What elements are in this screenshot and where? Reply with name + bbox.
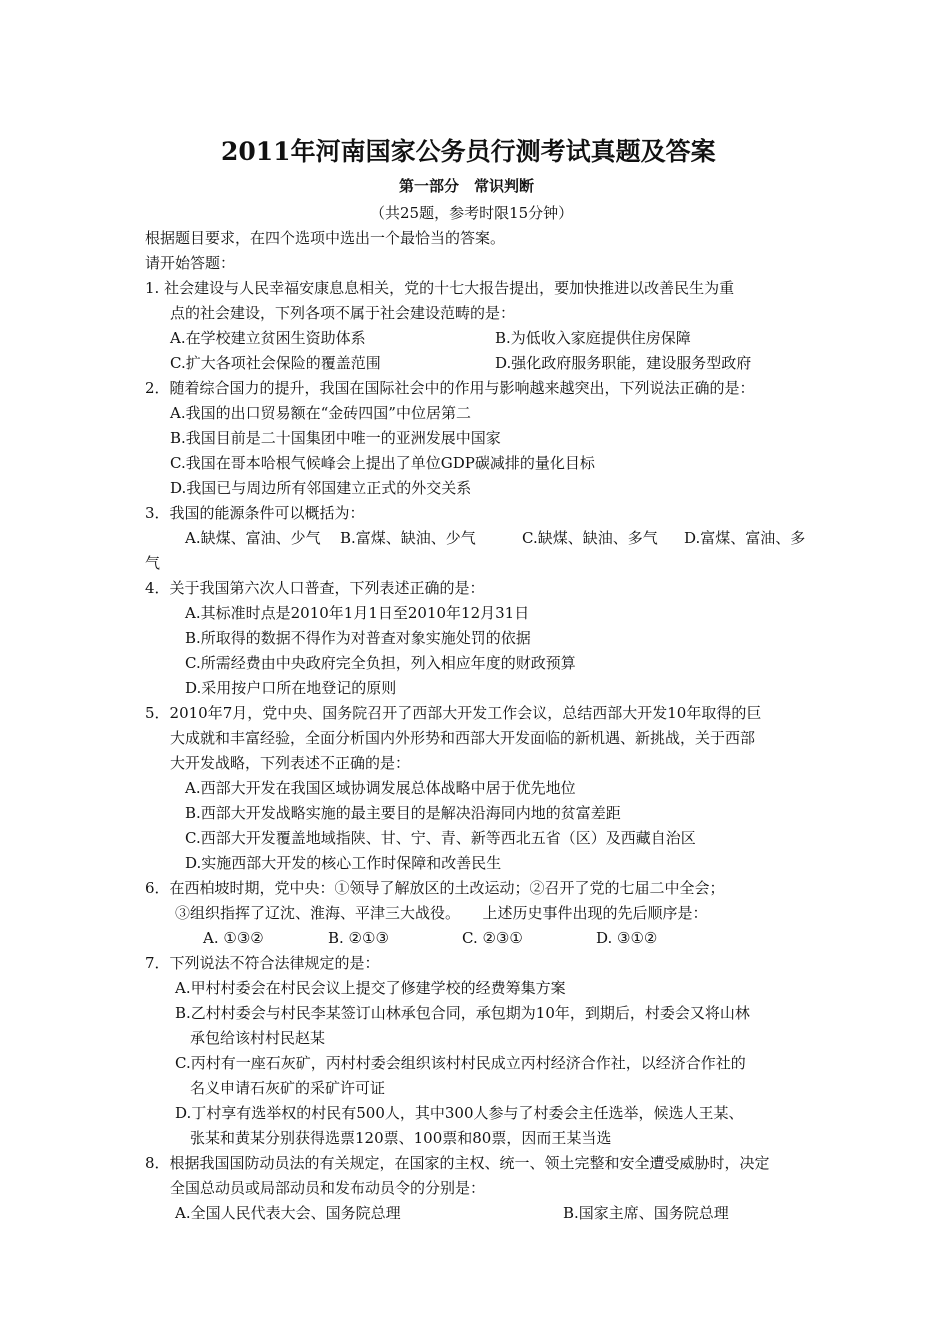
instruction: 根据题目要求，在四个选项中选出一个最恰当的答案。 (145, 229, 506, 247)
question-2-option-d: D.我国已与周边所有邻国建立正式的外交关系 (170, 479, 472, 497)
question-5-option-b: B.西部大开发战略实施的最主要目的是解决沿海同内地的贫富差距 (185, 804, 621, 822)
question-5-line-3: 大开发战略，下列表述不正确的是： (170, 754, 411, 772)
question-1-option-b: B.为低收入家庭提供住房保障 (495, 329, 691, 347)
question-4-option-d: D.采用按户口所在地登记的原则 (185, 679, 397, 697)
question-6-option-c: C. ②③① (462, 929, 523, 947)
question-5-line-2: 大成就和丰富经验，全面分析国内外形势和西部大开发面临的新机遇、新挑战，关于西部 (170, 729, 756, 747)
question-5-line-1: 5．2010年7月，党中央、国务院召开了西部大开发工作会议，总结西部大开发10年取得的巨 (145, 704, 762, 722)
question-7-line-1: 7．下列说法不符合法律规定的是： (145, 954, 380, 972)
question-3-option-b: B.富煤、缺油、少气 (340, 529, 476, 547)
section-note: （共25题，参考时限15分钟） (370, 204, 574, 222)
question-8-line-2: 全国总动员或局部动员和发布动员令的分别是： (170, 1179, 486, 1197)
question-7-option-c-line-1: C.丙村有一座石灰矿，丙村村委会组织该村村民成立丙村经济合作社，以经济合作社的 (175, 1054, 746, 1072)
question-2-option-b: B.我国目前是二十国集团中唯一的亚洲发展中国家 (170, 429, 501, 447)
question-3-option-a: A.缺煤、富油、少气 (185, 529, 321, 547)
question-6-option-a: A. ①③② (203, 929, 264, 947)
question-6-line-2: ③组织指挥了辽沈、淮海、平津三大战役。 上述历史事件出现的先后顺序是： (175, 904, 708, 922)
question-3-option-d-wrap: 气 (145, 554, 161, 572)
section-title: 第一部分 常识判断 (399, 177, 535, 195)
question-2-option-c: C.我国在哥本哈根气候峰会上提出了单位GDP碳减排的量化目标 (170, 454, 595, 472)
question-3-option-c: C.缺煤、缺油、多气 (522, 529, 658, 547)
question-1-line-1: 1. 社会建设与人民幸福安康息息相关，党的十七大报告提出，要加快推进以改善民生为重 (145, 279, 735, 297)
question-3-line-1: 3．我国的能源条件可以概括为： (145, 504, 365, 522)
begin-prompt: 请开始答题： (145, 254, 236, 272)
question-5-option-c: C.西部大开发覆盖地域指陕、甘、宁、青、新等西北五省（区）及西藏自治区 (185, 829, 696, 847)
question-7-option-d-line-2: 张某和黄某分别获得选票120票、100票和80票，因而王某当选 (190, 1129, 612, 1147)
question-1-line-2: 点的社会建设，下列各项不属于社会建设范畴的是： (170, 304, 516, 322)
question-6-option-b: B. ②①③ (328, 929, 389, 947)
question-8-option-b: B.国家主席、国务院总理 (563, 1204, 729, 1222)
question-6-line-1: 6．在西柏坡时期，党中央：①领导了解放区的土改运动；②召开了党的七届二中全会； (145, 879, 725, 897)
question-7-option-b-line-2: 承包给该村村民赵某 (190, 1029, 326, 1047)
question-4-option-b: B.所取得的数据不得作为对普查对象实施处罚的依据 (185, 629, 531, 647)
question-1-option-d: D.强化政府服务职能，建设服务型政府 (495, 354, 752, 372)
question-4-option-a: A.其标准时点是2010年1月1日至2010年12月31日 (185, 604, 530, 622)
question-7-option-d-line-1: D.丁村享有选举权的村民有500人，其中300人参与了村委会主任选举，候选人王某、 (175, 1104, 744, 1122)
question-6-option-d: D. ③①② (596, 929, 658, 947)
question-1-option-c: C.扩大各项社会保险的覆盖范围 (170, 354, 381, 372)
question-8-option-a: A.全国人民代表大会、国务院总理 (175, 1204, 401, 1222)
question-7-option-b-line-1: B.乙村村委会与村民李某签订山林承包合同，承包期为10年，到期后，村委会又将山林 (175, 1004, 750, 1022)
question-7-option-c-line-2: 名义申请石灰矿的采矿许可证 (190, 1079, 386, 1097)
question-3-option-d: D.富煤、富油、多 (684, 529, 806, 547)
question-2-option-a: A.我国的出口贸易额在“金砖四国”中位居第二 (170, 404, 471, 422)
question-7-option-a: A.甲村村委会在村民会议上提交了修建学校的经费筹集方案 (175, 979, 566, 997)
question-2-line-1: 2．随着综合国力的提升，我国在国际社会中的作用与影响越来越突出，下列说法正确的是： (145, 379, 755, 397)
question-1-option-a: A.在学校建立贫困生资助体系 (170, 329, 366, 347)
question-5-option-d: D.实施西部大开发的核心工作时保障和改善民生 (185, 854, 502, 872)
question-4-line-1: 4．关于我国第六次人口普查，下列表述正确的是： (145, 579, 485, 597)
question-4-option-c: C.所需经费由中央政府完全负担，列入相应年度的财政预算 (185, 654, 576, 672)
document-title: 2011年河南国家公务员行测考试真题及答案 (221, 137, 716, 166)
question-5-option-a: A.西部大开发在我国区域协调发展总体战略中居于优先地位 (185, 779, 576, 797)
question-8-line-1: 8．根据我国国防动员法的有关规定，在国家的主权、统一、领土完整和安全遭受威胁时，决定 (145, 1154, 770, 1172)
